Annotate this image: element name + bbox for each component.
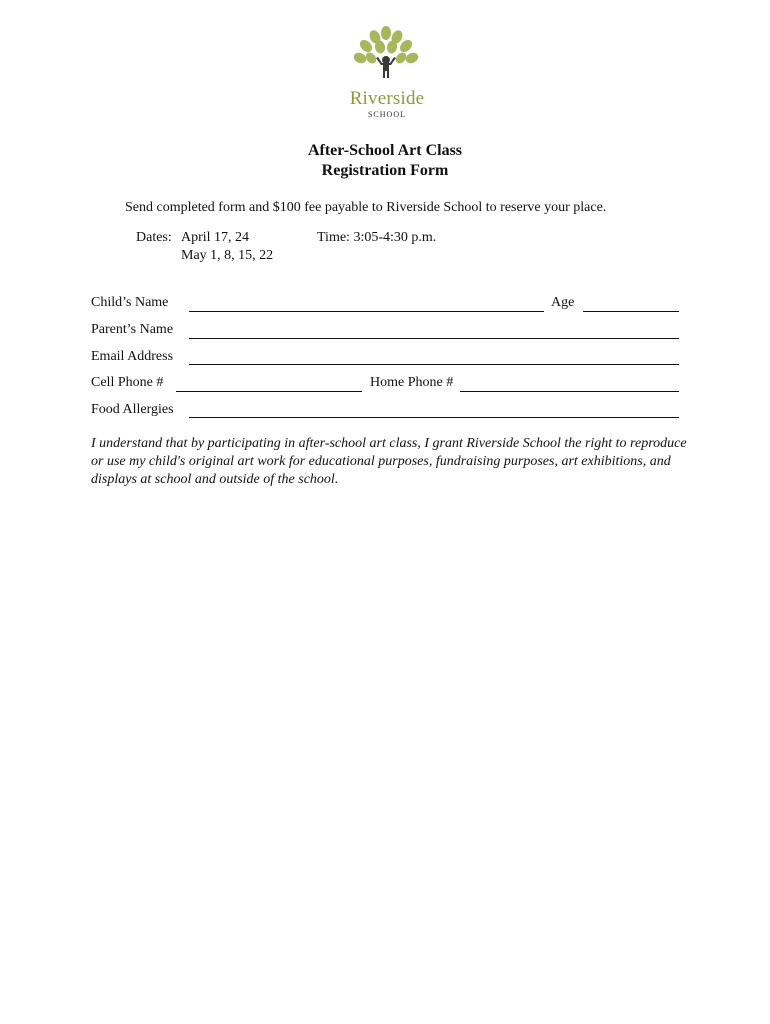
cell-phone-label: Cell Phone #	[91, 375, 164, 390]
child-name-label: Child’s Name	[91, 295, 169, 310]
logo-subtitle: SCHOOL	[367, 110, 406, 119]
form-subtitle: Registration Form	[321, 162, 449, 179]
email-field[interactable]	[189, 364, 679, 365]
age-label: Age	[551, 295, 575, 310]
age-field[interactable]	[583, 311, 679, 312]
cell-phone-field[interactable]	[176, 391, 362, 392]
food-allergies-label: Food Allergies	[91, 402, 174, 417]
dates-label: Dates:	[136, 230, 172, 245]
email-label: Email Address	[91, 349, 174, 364]
instructions-text: Send completed form and $100 fee payable to Riverside School to reserve your place.	[125, 200, 607, 215]
dates-line-1: April 17, 24	[181, 230, 250, 245]
time-text: Time: 3:05-4:30 p.m.	[317, 230, 437, 245]
home-phone-field[interactable]	[460, 391, 679, 392]
child-name-field[interactable]	[189, 311, 544, 312]
form-title: After-School Art Class	[307, 142, 463, 159]
consent-statement: I understand that by participating in after-school art class, I grant Riverside School the right to reproduce or use my child's original art work for educational purposes, fundraising purposes, art exhibitions, and displays at school and outside of the school.	[91, 436, 687, 487]
home-phone-label: Home Phone #	[370, 375, 454, 390]
tree-with-child-icon	[350, 26, 422, 90]
logo-name: Riverside	[349, 88, 425, 109]
parent-name-label: Parent’s Name	[91, 322, 174, 337]
food-allergies-field[interactable]	[189, 417, 679, 418]
parent-name-field[interactable]	[189, 338, 679, 339]
riverside-logo	[340, 26, 432, 118]
dates-line-2: May 1, 8, 15, 22	[181, 248, 274, 263]
